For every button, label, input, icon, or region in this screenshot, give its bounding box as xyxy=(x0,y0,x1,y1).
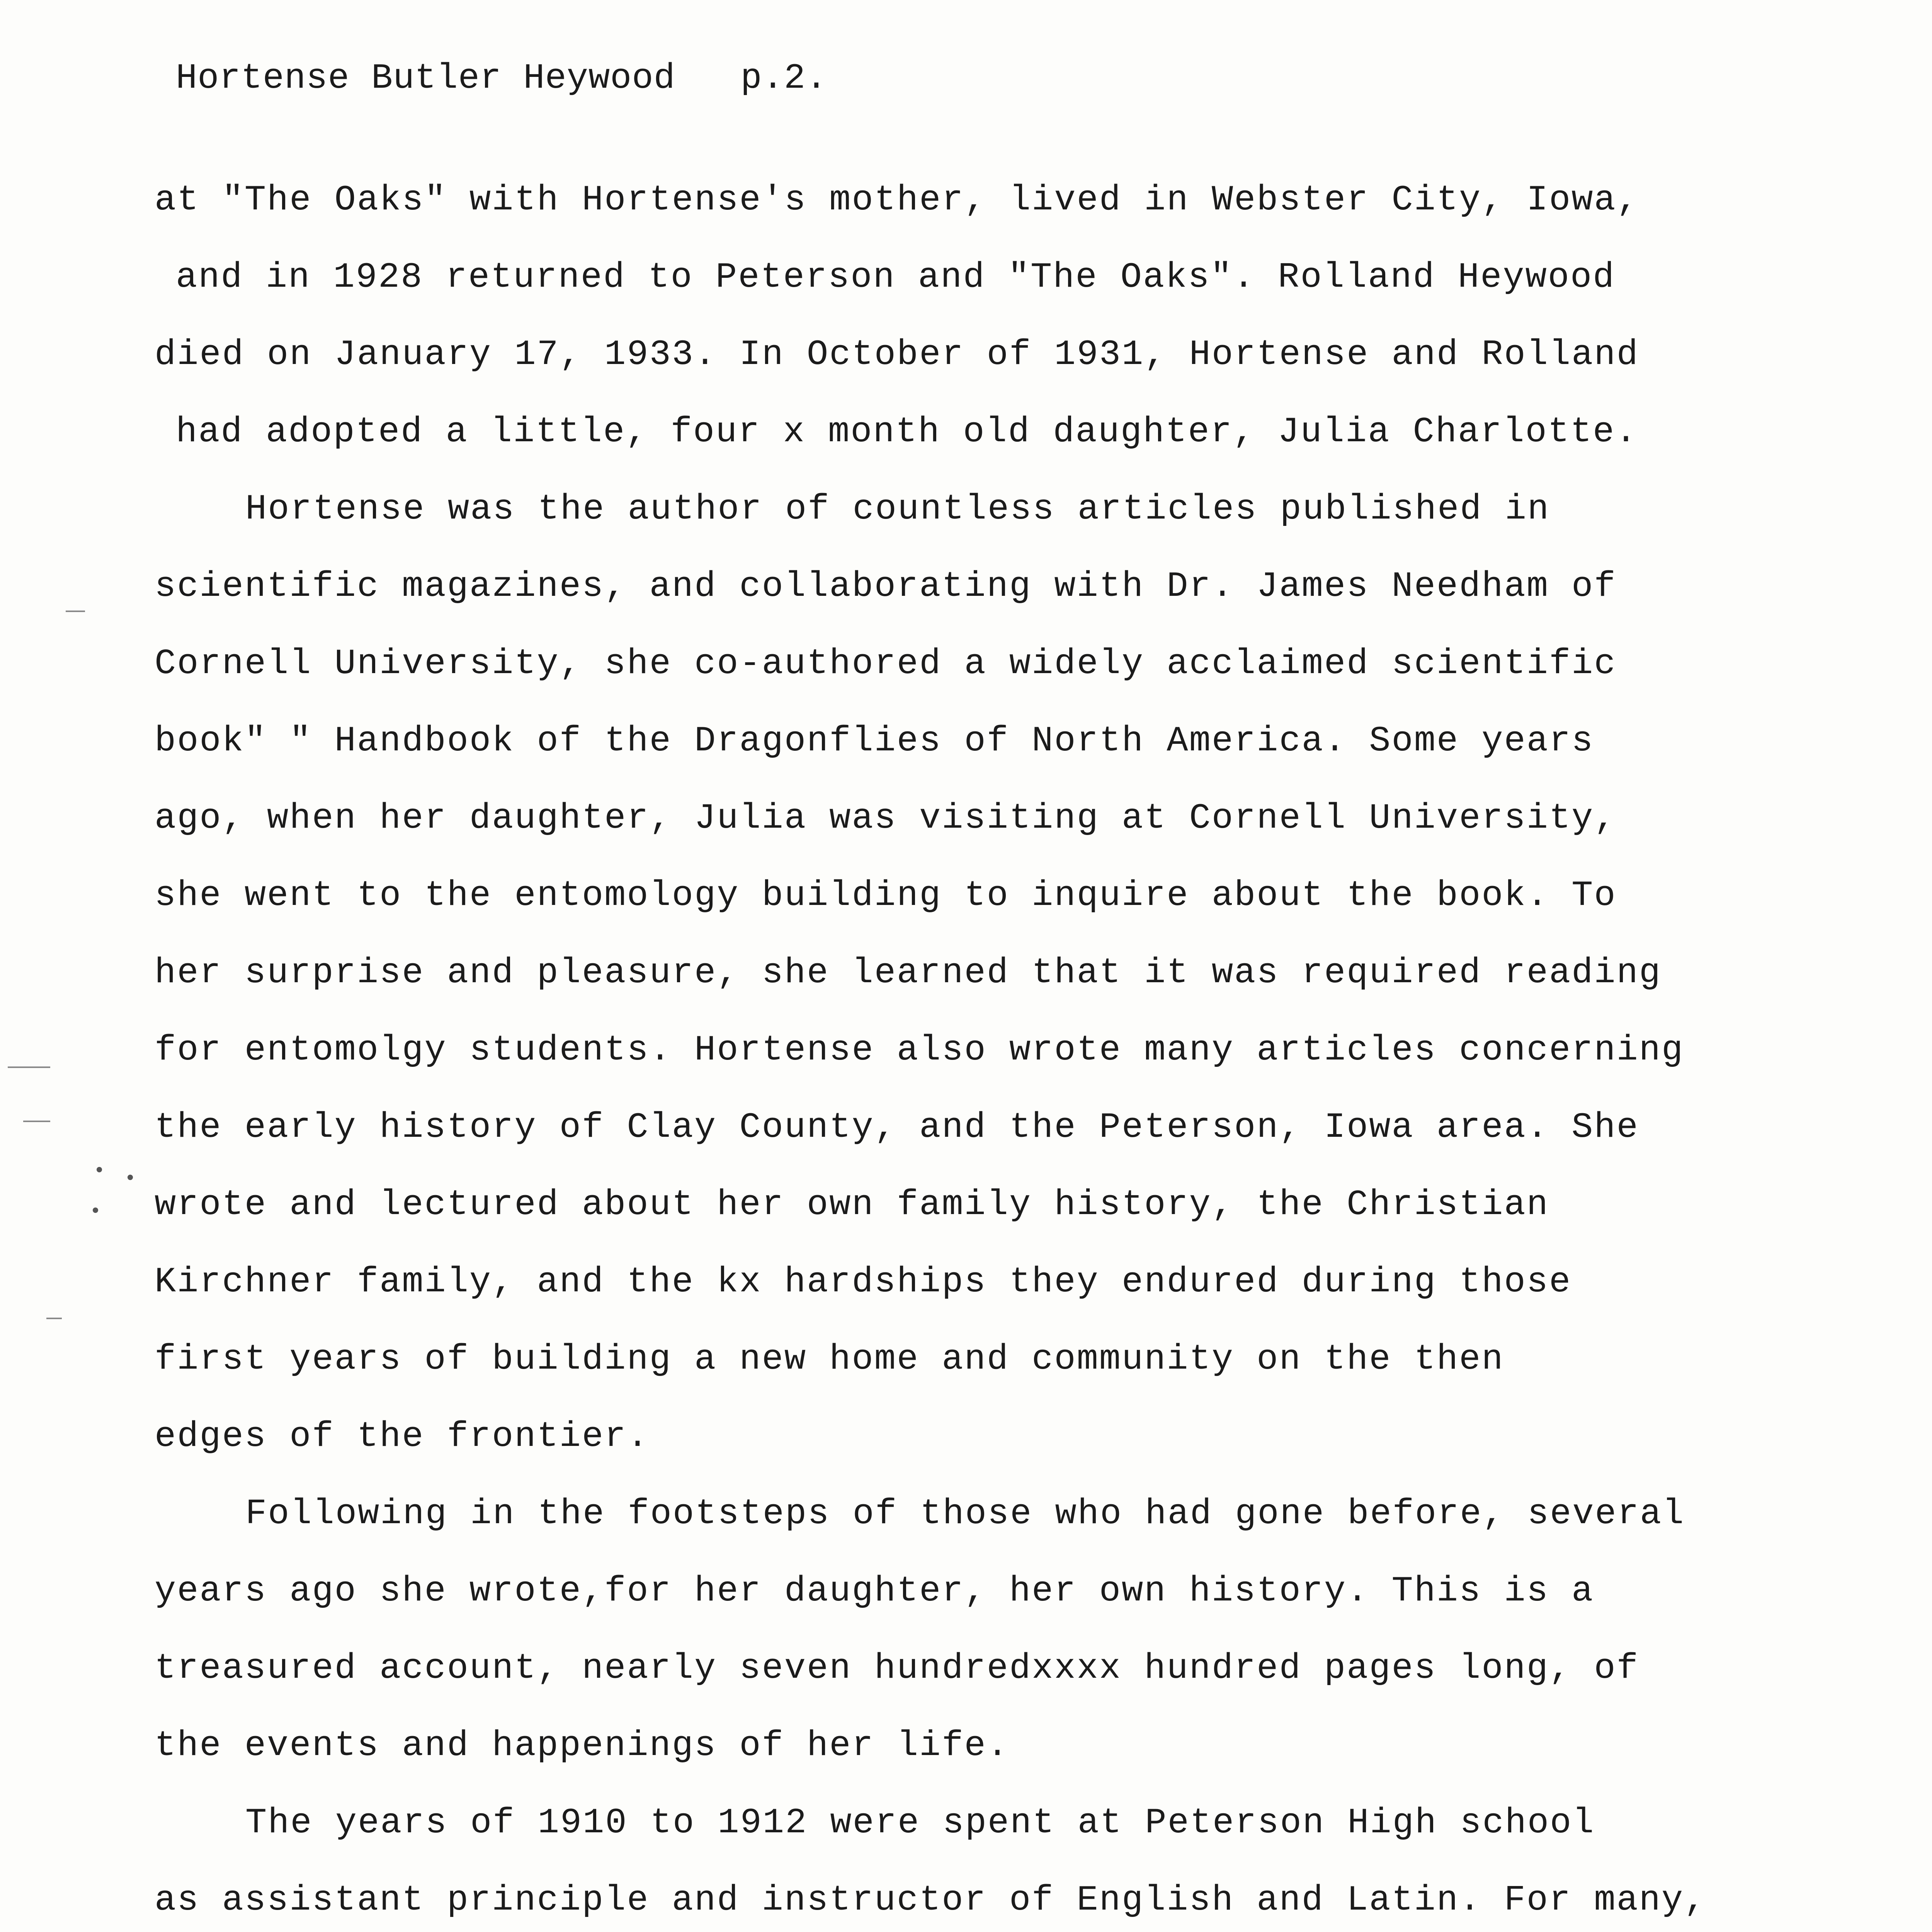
text-line: her surprise and pleasure, she learned that it was required reading xyxy=(155,952,1662,993)
text-line: Hortense was the author of countless articles published in xyxy=(245,489,1550,529)
text-line: wrote and lectured about her own family history, the Christian xyxy=(155,1184,1549,1225)
text-line: died on January 17, 1933. In October of 1931, Hortense and Rolland xyxy=(155,334,1639,375)
margin-smudge xyxy=(66,611,85,612)
header-name: Hortense Butler Heywood xyxy=(176,58,675,99)
text-line: edges of the frontier. xyxy=(155,1416,650,1457)
text-line: Kirchner family, and the kx hardships they endured during those xyxy=(155,1262,1572,1302)
text-line: for entomolgy students. Hortense also wrote many articles concerning xyxy=(155,1030,1684,1070)
text-line: the events and happenings of her life. xyxy=(155,1725,1009,1766)
text-line: years ago she wrote,for her daughter, her own history. This is a xyxy=(155,1571,1594,1611)
text-line: book" " Handbook of the Dragonflies of North America. Some years xyxy=(155,721,1594,761)
text-line: had adopted a little, four x month old daughter, Julia Charlotte. xyxy=(176,412,1638,452)
text-line: scientific magazines, and collaborating with Dr. James Needham of xyxy=(155,566,1617,607)
margin-dot xyxy=(97,1167,102,1172)
margin-dot xyxy=(128,1175,133,1180)
text-line: ago, when her daughter, Julia was visiting at Cornell University, xyxy=(155,798,1617,838)
text-line: at "The Oaks" with Hortense's mother, lived in Webster City, Iowa, xyxy=(155,180,1639,220)
text-line: first years of building a new home and community on the then xyxy=(155,1339,1504,1379)
margin-dot xyxy=(93,1208,98,1213)
text-line: the early history of Clay County, and the Peterson, Iowa area. She xyxy=(155,1107,1639,1148)
page-header xyxy=(176,58,827,99)
text-line: Following in the footsteps of those who had gone before, several xyxy=(245,1493,1685,1534)
text-line: Cornell University, she co-authored a widely acclaimed scientific xyxy=(155,643,1617,684)
text-line: as assistant principle and instructor of English and Latin. For many, xyxy=(155,1880,1707,1920)
margin-smudge xyxy=(23,1121,50,1122)
header-page-number: p.2. xyxy=(740,58,828,99)
margin-smudge xyxy=(46,1318,62,1319)
margin-smudge xyxy=(8,1066,50,1068)
text-line: The years of 1910 to 1912 were spent at Peterson High school xyxy=(245,1803,1595,1843)
text-line: she went to the entomology building to inquire about the book. To xyxy=(155,875,1617,916)
text-line: and in 1928 returned to Peterson and "The Oaks". Rolland Heywood xyxy=(176,257,1616,298)
text-line: treasured account, nearly seven hundredxxxx hundred pages long, of xyxy=(155,1648,1639,1689)
